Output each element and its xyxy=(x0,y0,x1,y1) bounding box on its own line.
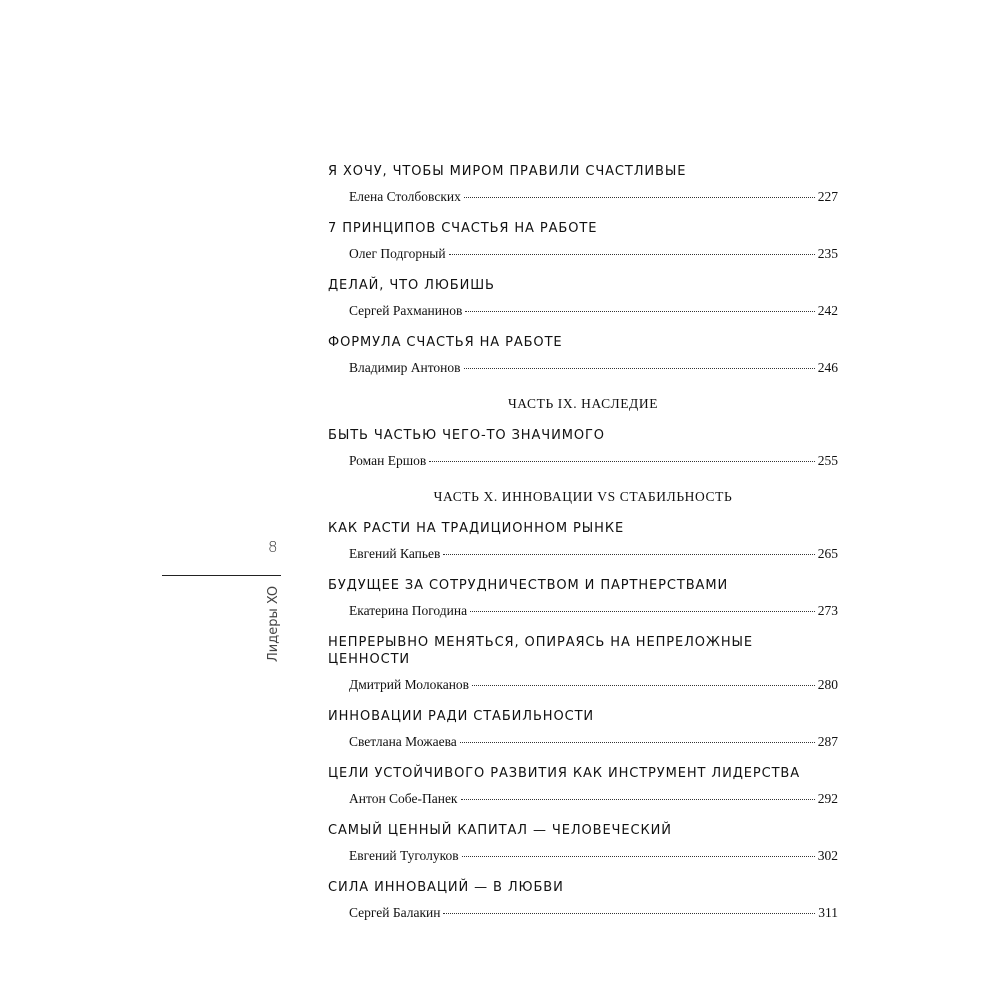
toc-entry-author: Евгений Туголуков xyxy=(349,848,459,863)
toc-entry-line xyxy=(328,359,838,376)
toc-entry-line xyxy=(328,733,838,750)
toc-entry-title: 7 ПРИНЦИПОВ СЧАСТЬЯ НА РАБОТЕ xyxy=(328,221,598,236)
running-title: Лидеры XO xyxy=(266,585,281,662)
toc-entry-page: 265 xyxy=(817,546,838,561)
toc-entry-page: 273 xyxy=(817,603,838,618)
toc-entry-title: БЫТЬ ЧАСТЬЮ ЧЕГО-ТО ЗНАЧИМОГО xyxy=(328,428,605,443)
dot-leader xyxy=(449,254,815,255)
toc-entry-line xyxy=(328,452,838,469)
dot-leader xyxy=(461,799,815,800)
dot-leader xyxy=(462,856,815,857)
toc-entry-author: Евгений Капьев xyxy=(349,546,441,561)
part-heading-x: ЧАСТЬ X. ИННОВАЦИИ VS СТАБИЛЬНОСТЬ xyxy=(433,489,733,504)
toc-entry-author: Олег Подгорный xyxy=(349,246,446,261)
toc-entry-title: ДЕЛАЙ, ЧТО ЛЮБИШЬ xyxy=(328,278,495,293)
dot-leader xyxy=(464,368,815,369)
toc-entry-author: Елена Столбовских xyxy=(349,189,461,204)
dot-leader xyxy=(472,685,815,686)
toc-entry-page: 302 xyxy=(817,848,838,863)
dot-leader xyxy=(460,742,815,743)
toc-entry-author: Антон Собе-Панек xyxy=(349,791,458,806)
toc-entry-title: ИННОВАЦИИ РАДИ СТАБИЛЬНОСТИ xyxy=(328,709,595,724)
toc-entry-page: 292 xyxy=(817,791,838,806)
toc-entry[interactable] xyxy=(328,879,838,921)
toc-entry-page: 246 xyxy=(817,360,838,375)
toc-entry[interactable] xyxy=(328,277,838,319)
dot-leader xyxy=(465,311,814,312)
dot-leader xyxy=(429,461,815,462)
toc-entry-page: 311 xyxy=(818,905,838,920)
toc-entry-line xyxy=(328,847,838,864)
toc-entry[interactable] xyxy=(328,427,838,469)
toc-entry-title: ФОРМУЛА СЧАСТЬЯ НА РАБОТЕ xyxy=(328,335,563,350)
toc-entry-line xyxy=(328,302,838,319)
part-heading-ix: ЧАСТЬ IX. НАСЛЕДИЕ xyxy=(507,396,659,411)
toc-entry-page: 235 xyxy=(817,246,838,261)
toc-entry-title: СИЛА ИННОВАЦИЙ — В ЛЮБВИ xyxy=(328,880,564,895)
toc-entry-author: Сергей Рахманинов xyxy=(349,303,463,318)
toc-entry-title: ЦЕЛИ УСТОЙЧИВОГО РАЗВИТИЯ КАК ИНСТРУМЕНТ ЛИДЕРСТВА xyxy=(328,766,801,781)
toc-entry-line xyxy=(328,188,838,205)
toc-entry-line xyxy=(328,245,838,262)
table-of-contents xyxy=(328,163,838,921)
toc-entry-page: 242 xyxy=(817,303,838,318)
toc-entry[interactable] xyxy=(328,520,838,562)
toc-entry-page: 287 xyxy=(817,734,838,749)
toc-entry-page: 255 xyxy=(817,453,838,468)
toc-entry-title: БУДУЩЕЕ ЗА СОТРУДНИЧЕСТВОМ И ПАРТНЕРСТВАМИ xyxy=(328,578,729,593)
toc-entry-title: НЕПРЕРЫВНО МЕНЯТЬСЯ, ОПИРАЯСЬ НА НЕПРЕЛОЖНЫЕ ЦЕННОСТИ xyxy=(328,635,753,667)
dot-leader xyxy=(470,611,815,612)
toc-entry-title: КАК РАСТИ НА ТРАДИЦИОННОМ РЫНКЕ xyxy=(328,521,625,536)
dot-leader xyxy=(443,554,814,555)
toc-entry[interactable] xyxy=(328,577,838,619)
side-rule-divider xyxy=(162,575,281,576)
toc-entry-title: САМЫЙ ЦЕННЫЙ КАПИТАЛ — ЧЕЛОВЕЧЕСКИЙ xyxy=(328,823,672,838)
toc-entry-author: Роман Ершов xyxy=(349,453,427,468)
toc-entry[interactable] xyxy=(328,708,838,750)
dot-leader xyxy=(464,197,815,198)
toc-entry-author: Светлана Можаева xyxy=(349,734,457,749)
dot-leader xyxy=(443,913,815,914)
toc-entry-author: Владимир Антонов xyxy=(349,360,461,375)
toc-entry-title: Я ХОЧУ, ЧТОБЫ МИРОМ ПРАВИЛИ СЧАСТЛИВЫЕ xyxy=(328,164,687,179)
toc-entry[interactable] xyxy=(328,334,838,376)
toc-entry-line xyxy=(328,676,838,693)
page-number: 8 xyxy=(268,538,278,556)
toc-entry-author: Екатерина Погодина xyxy=(349,603,468,618)
toc-entry-author: Сергей Балакин xyxy=(349,905,441,920)
toc-entry-page: 227 xyxy=(817,189,838,204)
toc-entry[interactable] xyxy=(328,634,838,693)
toc-entry-line xyxy=(328,545,838,562)
toc-entry-line xyxy=(328,904,838,921)
toc-entry[interactable] xyxy=(328,220,838,262)
toc-entry[interactable] xyxy=(328,822,838,864)
toc-entry-page: 280 xyxy=(817,677,838,692)
toc-entry-author: Дмитрий Молоканов xyxy=(349,677,470,692)
toc-entry-line xyxy=(328,602,838,619)
toc-entry-line xyxy=(328,790,838,807)
toc-entry[interactable] xyxy=(328,765,838,807)
toc-entry[interactable] xyxy=(328,163,838,205)
